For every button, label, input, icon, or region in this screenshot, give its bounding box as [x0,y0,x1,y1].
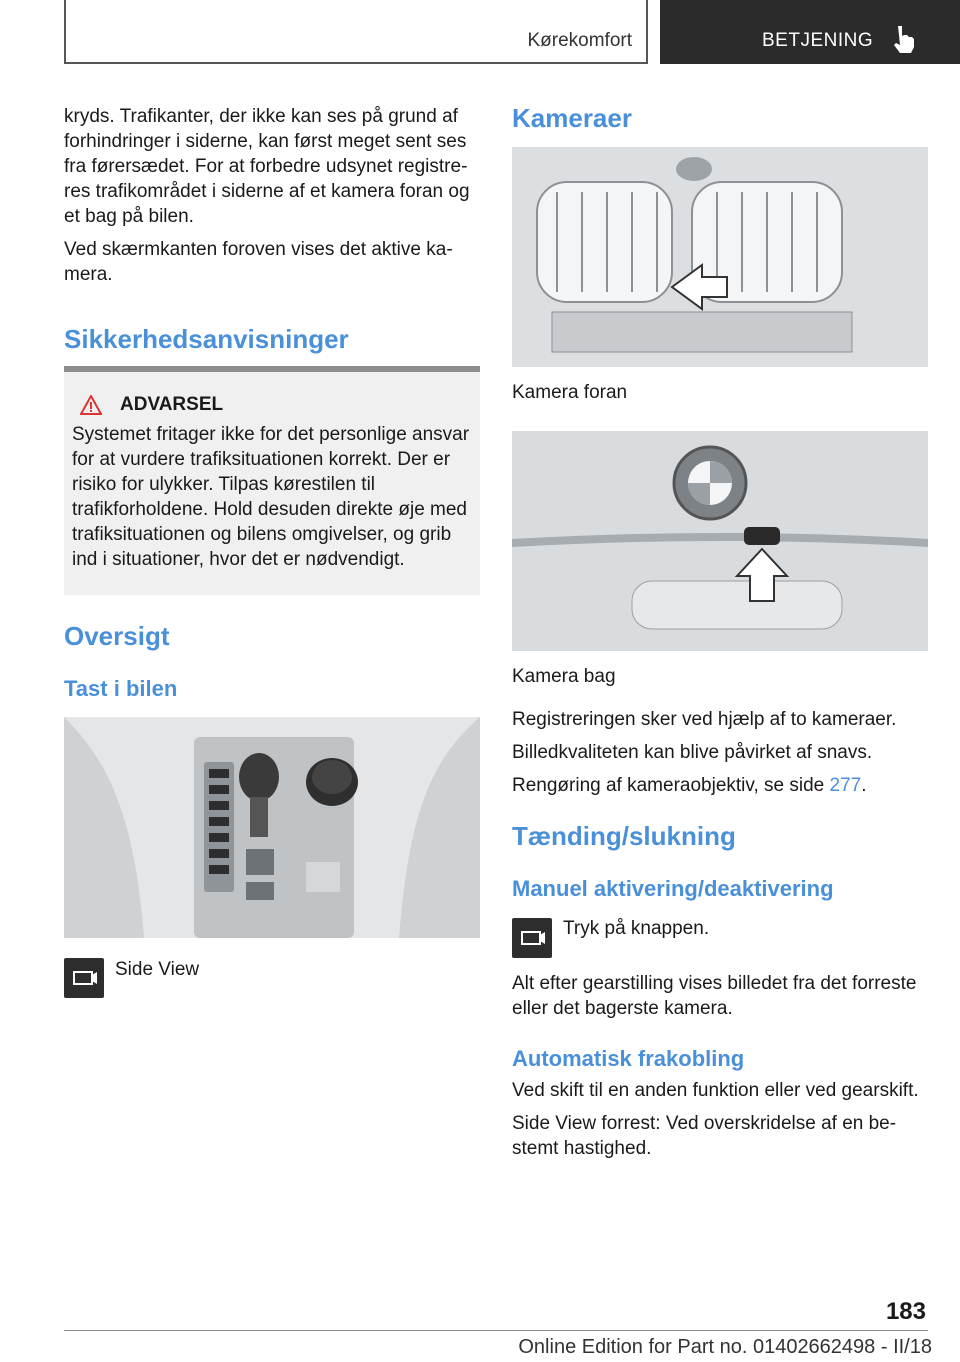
side-view-button-icon-2 [512,918,552,958]
heading-on-off: Tænding/slukning [512,821,736,851]
para-auto-2: Side View forrest: Ved overskridelse af en bestemt hastighed. [512,1113,897,1159]
warning-box [64,366,480,595]
press-button-text: Tryk på knappen. [563,918,710,939]
rear-camera-image [512,431,928,651]
heading-safety: Sikkerhedsanvisninger [64,324,349,354]
heading-cameras: Kameraer [512,103,632,133]
page-link-277[interactable]: 277 [829,775,862,796]
side-view-label [115,957,415,982]
center-console-image [64,717,480,938]
footer-edition: Online Edition for Part no. 01402662498 - II/18 [518,1336,932,1358]
camera-info [512,707,928,798]
heading-manual: Manuel aktivering/deaktivering [512,876,834,901]
header-chapter-title: BETJENING [762,30,874,51]
warning-title: ADVARSEL [120,394,224,415]
caption-front-camera [512,380,928,405]
para-quality: Billedkvaliteten kan blive påvirket af snavs. [512,742,873,763]
heading-button-in-car: Tast i bilen [64,676,178,701]
caption-rear-camera [512,664,928,689]
header-section-box [64,0,648,64]
warning-title-row [72,394,472,416]
intro-paragraph-1: kryds. Trafikanter, der ikke kan ses på grund af forhindringer i siderne, kan først meget sent ses fra førersædet. For at forbedre udsynet registreres trafikområdet i siderne af et kamera foran og et bag på bilen. [64,106,470,227]
para-registration: Registreringen sker ved hjælp af to kameraer. [512,709,897,730]
heading-overview: Oversigt [64,621,170,651]
footer-divider [64,1330,928,1331]
front-camera-image [512,147,928,367]
hand-pointer-icon [892,24,918,54]
header-chapter-box [660,0,960,64]
para-auto-1: Ved skift til en anden funktion eller ved gearskift. [512,1080,919,1101]
page-number: 183 [885,1298,926,1325]
side-view-label-text: Side View [115,959,200,980]
para-cleaning-text: Rengøring af kameraobjektiv, se side [512,775,830,796]
warning-triangle-icon [80,395,102,415]
side-view-button-icon [64,958,104,998]
gear-info [512,971,928,1021]
heading-auto-off: Automatisk frakobling [512,1046,745,1071]
caption-front-text: Kamera foran [512,382,628,403]
caption-rear-text: Kamera bag [512,666,616,687]
press-button-label [563,916,923,941]
para-cleaning [512,773,928,798]
auto-off-info [512,1078,928,1161]
left-intro [64,104,480,287]
warning-text: Systemet fritager ikke for det personlige ansvar for at vurdere trafiksituationen korrekt. Der er risiko for ulykker. Tilpas kørestilen til trafikforholdene. Hold desuden direkte øje med trafiksituationen og bilens omgivelser, og grib ind i situationer, hvor det er nødvendigt. [72,424,470,570]
para-gear: Alt efter gearstilling vises billedet fra det forreste eller det bagerste kamera. [512,973,917,1019]
intro-paragraph-2: Ved skærmkanten foroven vises det aktive kamera. [64,239,453,285]
para-cleaning-end: . [861,775,867,796]
header-section-title: Kørekomfort [527,30,632,51]
